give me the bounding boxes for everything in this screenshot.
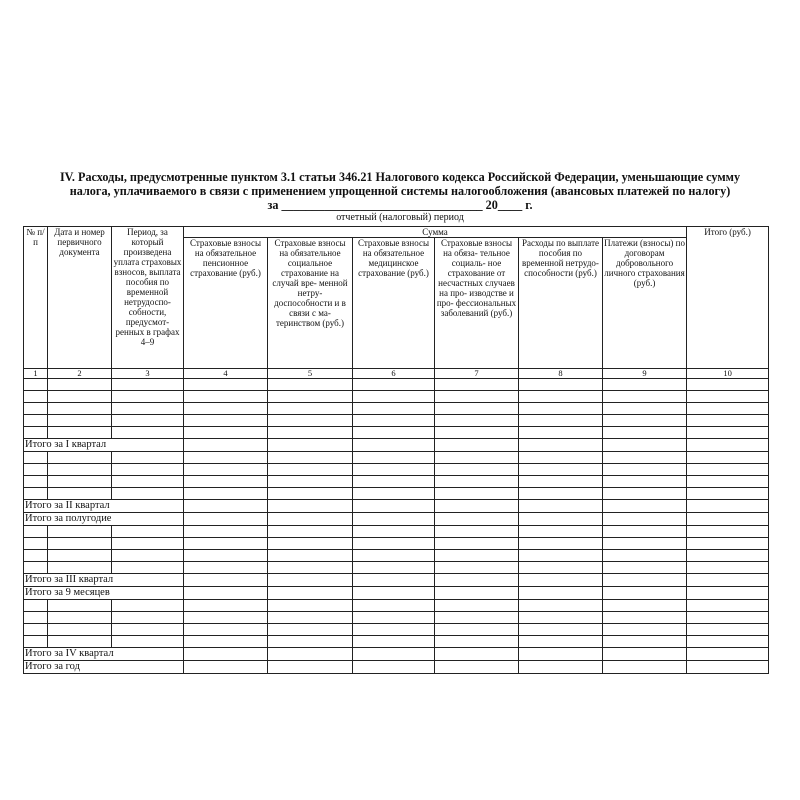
table-row[interactable]	[24, 476, 769, 488]
col-number: 2	[48, 369, 112, 379]
col-header-document: Дата и номер первичного документа	[48, 227, 112, 369]
col-header-voluntary: Платежи (взносы) по договорам добровольного личного страхования (руб.)	[603, 238, 687, 369]
table-row[interactable]	[24, 427, 769, 439]
col-header-total: Итого (руб.)	[687, 227, 769, 369]
total-label-9m: Итого за 9 месяцев	[24, 587, 184, 600]
total-label-q2: Итого за II квартал	[24, 500, 184, 513]
header-row-1	[24, 227, 769, 238]
table-row[interactable]	[24, 403, 769, 415]
table-row[interactable]	[24, 488, 769, 500]
table-row[interactable]	[24, 538, 769, 550]
heading-line-1: IV. Расходы, предусмотренные пунктом 3.1 статьи 346.21 Налогового кодекса Российской Федерации, уменьшающие сумму	[59, 170, 741, 184]
col-number: 9	[603, 369, 687, 379]
total-row-year	[24, 661, 769, 674]
section-heading	[20, 170, 780, 198]
col-number: 7	[435, 369, 519, 379]
col-header-pension: Страховые взносы на обязательное пенсионное страхование (руб.)	[184, 238, 268, 369]
total-row-9m	[24, 587, 769, 600]
table-row[interactable]	[24, 379, 769, 391]
table-row[interactable]	[24, 624, 769, 636]
total-row-q1	[24, 439, 769, 452]
total-label-year: Итого за год	[24, 661, 184, 674]
period-caption: отчетный (налоговый) период	[336, 212, 464, 223]
col-number: 1	[24, 369, 48, 379]
total-label-q4: Итого за IV квартал	[24, 648, 184, 661]
total-row-q2	[24, 500, 769, 513]
period-line: за _________________________________ 20____ г.	[267, 198, 533, 212]
total-row-q4	[24, 648, 769, 661]
table-row[interactable]	[24, 562, 769, 574]
col-header-period: Период, за который произведена уплата страховых взносов, выплата пособия по временной нетрудоспо- собности, предусмот- ренных в графах 4–9	[112, 227, 184, 369]
table-row[interactable]	[24, 636, 769, 648]
col-number: 6	[353, 369, 435, 379]
table-row[interactable]	[24, 600, 769, 612]
table-row[interactable]	[24, 391, 769, 403]
col-number: 3	[112, 369, 184, 379]
total-label-half: Итого за полугодие	[24, 513, 184, 526]
col-number: 8	[519, 369, 603, 379]
table-row[interactable]	[24, 526, 769, 538]
table-row[interactable]	[24, 415, 769, 427]
table-row[interactable]	[24, 612, 769, 624]
col-header-sum: Сумма	[184, 227, 687, 238]
table-row[interactable]	[24, 550, 769, 562]
col-number: 5	[268, 369, 353, 379]
col-number: 4	[184, 369, 268, 379]
total-row-q3	[24, 574, 769, 587]
col-number: 10	[687, 369, 769, 379]
col-header-accident: Страховые взносы на обяза- тельное социаль- ное страхование от несчастных случаев на про- изводстве и про- фессиональных заболеваний (руб.)	[435, 238, 519, 369]
expenses-table	[23, 226, 769, 674]
col-header-social: Страховые взносы на обязательное социальное страхование на случай вре- менной нетру- доспособности и в связи с ма- теринством (руб.)	[268, 238, 353, 369]
table-row[interactable]	[24, 452, 769, 464]
heading-line-2: налога, уплачиваемого в связи с применением упрощенной системы налогообложения (авансовых платежей по налогу)	[69, 184, 731, 198]
total-label-q3: Итого за III квартал	[24, 574, 184, 587]
column-numbers-row	[24, 369, 769, 379]
total-label-q1: Итого за I квартал	[24, 439, 184, 452]
col-header-medical: Страховые взносы на обязательное медицинское страхование (руб.)	[353, 238, 435, 369]
table-row[interactable]	[24, 464, 769, 476]
total-row-half	[24, 513, 769, 526]
col-header-sick-benefit: Расходы по выплате пособия по временной нетрудо- способности (руб.)	[519, 238, 603, 369]
col-header-number: № п/п	[24, 227, 48, 369]
